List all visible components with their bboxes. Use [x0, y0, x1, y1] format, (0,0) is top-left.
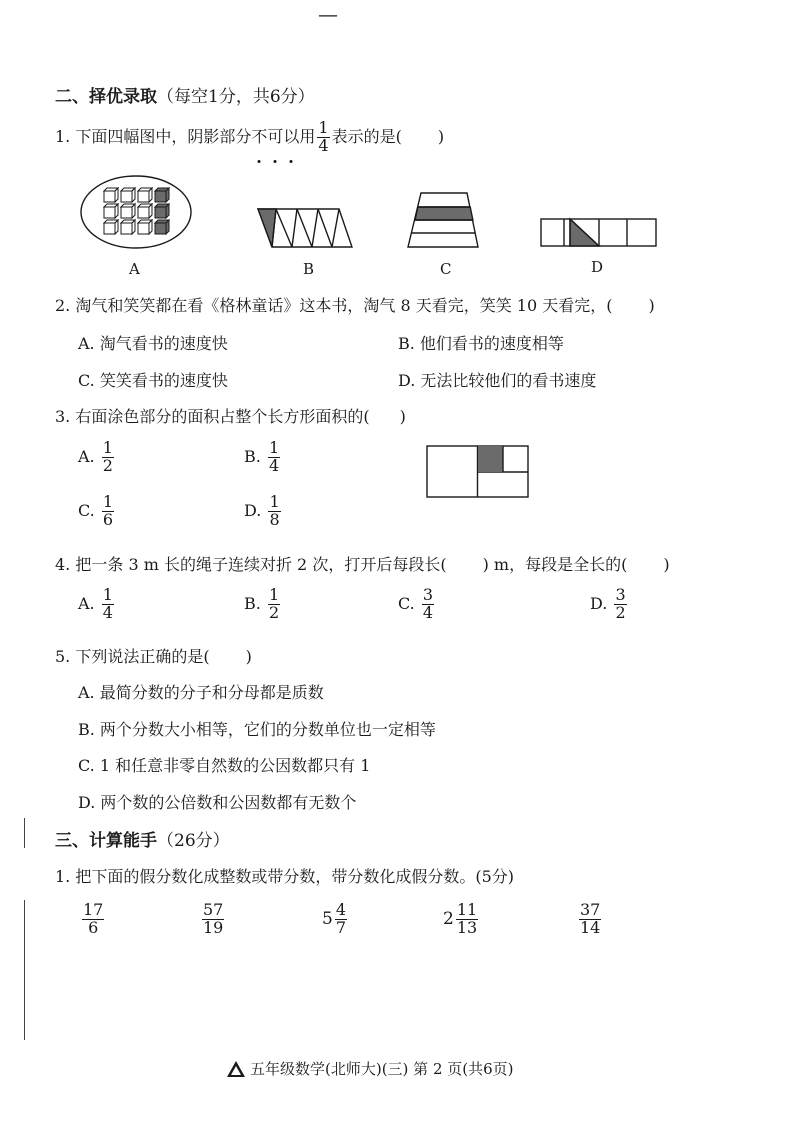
q3-text: 3. 右面涂色部分的面积占整个长方形面积的(: [55, 407, 370, 426]
cube-icon: [155, 188, 169, 202]
q5-option-d[interactable]: D. 两个数的公倍数和公因数都有无数个: [78, 793, 357, 812]
conversion-item: $\frac{37}{14}$: [580, 900, 601, 937]
q2-option-b[interactable]: B. 他们看书的速度相等: [398, 334, 564, 353]
cube-icon: [104, 188, 118, 202]
q2-text: 2. 淘气和笑笑都在看《格林童话》这本书，淘气 8 天看完，笑笑 10 天看完，(: [55, 296, 613, 315]
q3-option-c[interactable]: C. $\frac{1}{6}$: [78, 492, 114, 529]
q4-option-b[interactable]: B. $\frac{1}{2}$: [244, 585, 280, 622]
section3-title: 三、计算能手: [55, 831, 157, 851]
q1-figures: [0, 0, 794, 290]
figure-label-a: A: [129, 260, 140, 278]
question-3: [55, 404, 406, 427]
conversion-item: $\frac{57}{19}$: [203, 900, 224, 937]
q5-option-b[interactable]: B. 两个分数大小相等，它们的分数单位也一定相等: [78, 720, 436, 739]
q4-close: ): [663, 555, 670, 574]
margin-line: [24, 818, 25, 848]
s3-question-1: 1. 把下面的假分数化成整数或带分数，带分数化成假分数。(5分): [55, 867, 515, 886]
q1-emphasis: 可: [267, 118, 283, 156]
footer-text: 五年级数学(北师大)(三) 第 2 页(共6页): [250, 1060, 514, 1078]
question-2: [55, 293, 655, 316]
conversion-item: 2 $\frac{11}{13}$: [443, 900, 478, 937]
figure-a: [81, 176, 191, 248]
q5-close: ): [245, 647, 252, 666]
conversion-item: $\frac{17}{6}$: [83, 900, 104, 937]
publisher-logo-icon: [226, 1060, 246, 1078]
section2-score: （每空1分，共6分）: [157, 87, 315, 107]
q4-option-a[interactable]: A. $\frac{1}{4}$: [78, 585, 113, 622]
q3-option-a[interactable]: A. $\frac{1}{2}$: [78, 438, 113, 475]
q5-option-c[interactable]: C. 1 和任意非零自然数的公因数都只有 1: [78, 756, 371, 775]
q1-close: ): [437, 127, 445, 146]
q2-option-a[interactable]: A. 淘气看书的速度快: [78, 334, 228, 353]
q1-emphasis: 不: [251, 118, 267, 156]
q5-text: 5. 下列说法正确的是(: [55, 647, 210, 666]
q1-mid: 用: [299, 127, 316, 146]
page-footer: [226, 1058, 514, 1079]
conversion-item: 5 $\frac{4}{7}$: [322, 900, 347, 937]
question-5: [55, 644, 252, 667]
q2-option-d[interactable]: D. 无法比较他们的看书速度: [398, 371, 597, 390]
q1-fraction: $\frac{1}{4}$: [318, 118, 329, 155]
q1-suffix: 表示的是(: [331, 127, 402, 146]
header-mark: —: [318, 2, 338, 26]
figure-label-d: D: [591, 258, 604, 276]
margin-line: [24, 900, 25, 1040]
q4-option-c[interactable]: C. $\frac{3}{4}$: [398, 585, 434, 622]
q1-emphasis: 以: [283, 118, 299, 156]
figure-b: [258, 209, 352, 247]
cube-icon: [155, 220, 169, 234]
cube-icon: [121, 220, 135, 234]
q4-text-b: ) m，每段是全长的(: [482, 555, 628, 574]
section3-heading: [55, 826, 230, 851]
section2-title: 二、择优录取: [55, 87, 157, 107]
cube-icon: [138, 220, 152, 234]
section3-score: （26分）: [157, 831, 230, 851]
q4-text-a: 4. 把一条 3 m 长的绳子连续对折 2 次，打开后每段长(: [55, 555, 447, 574]
cube-icon: [104, 204, 118, 218]
cube-icon: [155, 204, 169, 218]
q5-option-a[interactable]: A. 最简分数的分子和分母都是质数: [78, 683, 324, 702]
cube-icon: [138, 204, 152, 218]
q3-option-d[interactable]: D. $\frac{1}{8}$: [244, 492, 280, 529]
cube-icon: [121, 204, 135, 218]
cube-icon: [104, 220, 118, 234]
cube-icon: [138, 188, 152, 202]
figure-label-c: C: [440, 260, 452, 278]
q3-rectangle-figure: [426, 445, 530, 499]
figure-d: [541, 219, 656, 246]
q2-option-c[interactable]: C. 笑笑看书的速度快: [78, 371, 228, 390]
q4-option-d[interactable]: D. $\frac{3}{2}$: [590, 585, 626, 622]
figure-c: [408, 193, 478, 247]
question-4: [55, 552, 670, 575]
q3-close: ): [399, 407, 406, 426]
q2-close: ): [648, 296, 655, 315]
q3-option-b[interactable]: B. $\frac{1}{4}$: [244, 438, 280, 475]
cube-icon: [121, 188, 135, 202]
figure-label-b: B: [303, 260, 315, 278]
q1-prefix: 1. 下面四幅图中，阴影部分: [55, 127, 252, 146]
